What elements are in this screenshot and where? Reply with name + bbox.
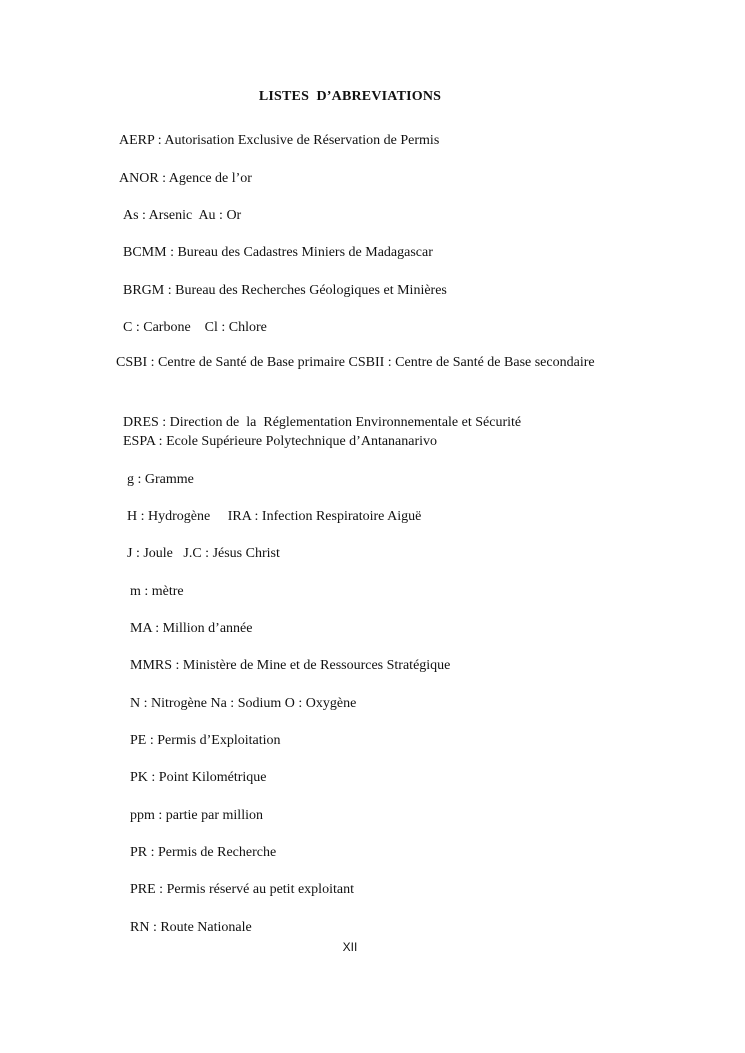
abbreviation-g: g : Gramme — [127, 472, 194, 487]
abbreviation-j-jc: J : Joule J.C : Jésus Christ — [127, 546, 280, 561]
abbreviation-pr: PR : Permis de Recherche — [130, 845, 277, 860]
abbreviation-espa: ESPA : Ecole Supérieure Polytechnique d’Antananarivo — [123, 434, 438, 449]
abbreviation-pk: PK : Point Kilométrique — [130, 770, 267, 785]
abbreviation-aerp: AERP : Autorisation Exclusive de Réservation de Permis — [119, 133, 440, 148]
abbreviation-brgm: BRGM : Bureau des Recherches Géologiques et Minières — [123, 283, 447, 298]
abbreviation-ppm: ppm : partie par million — [130, 808, 263, 823]
abbreviation-bcmm: BCMM : Bureau des Cadastres Miniers de Madagascar — [123, 245, 433, 260]
abbreviation-as-au: As : Arsenic Au : Or — [123, 208, 242, 223]
abbreviation-rn: RN : Route Nationale — [130, 920, 252, 935]
abbreviation-pe: PE : Permis d’Exploitation — [130, 733, 281, 748]
page-number: XII — [342, 940, 358, 954]
abbreviation-pre: PRE : Permis réservé au petit exploitant — [130, 882, 354, 897]
abbreviation-csbi-csbii: CSBI : Centre de Santé de Base primaire CSBII : Centre de Santé de Base secondaire — [116, 355, 595, 370]
page-title: LISTES D’ABREVIATIONS — [258, 89, 442, 104]
abbreviation-n-na-o: N : Nitrogène Na : Sodium O : Oxygène — [130, 696, 357, 711]
abbreviation-mmrs: MMRS : Ministère de Mine et de Ressources Stratégique — [130, 658, 451, 673]
abbreviation-h-ira: H : Hydrogène IRA : Infection Respiratoire Aiguë — [127, 509, 422, 524]
abbreviation-ma: MA : Million d’année — [130, 621, 253, 636]
abbreviation-dres: DRES : Direction de la Réglementation Environnementale et Sécurité — [123, 415, 522, 430]
abbreviation-c-cl: C : Carbone Cl : Chlore — [123, 320, 267, 335]
abbreviation-m: m : mètre — [130, 584, 184, 599]
abbreviation-anor: ANOR : Agence de l’or — [119, 171, 252, 186]
